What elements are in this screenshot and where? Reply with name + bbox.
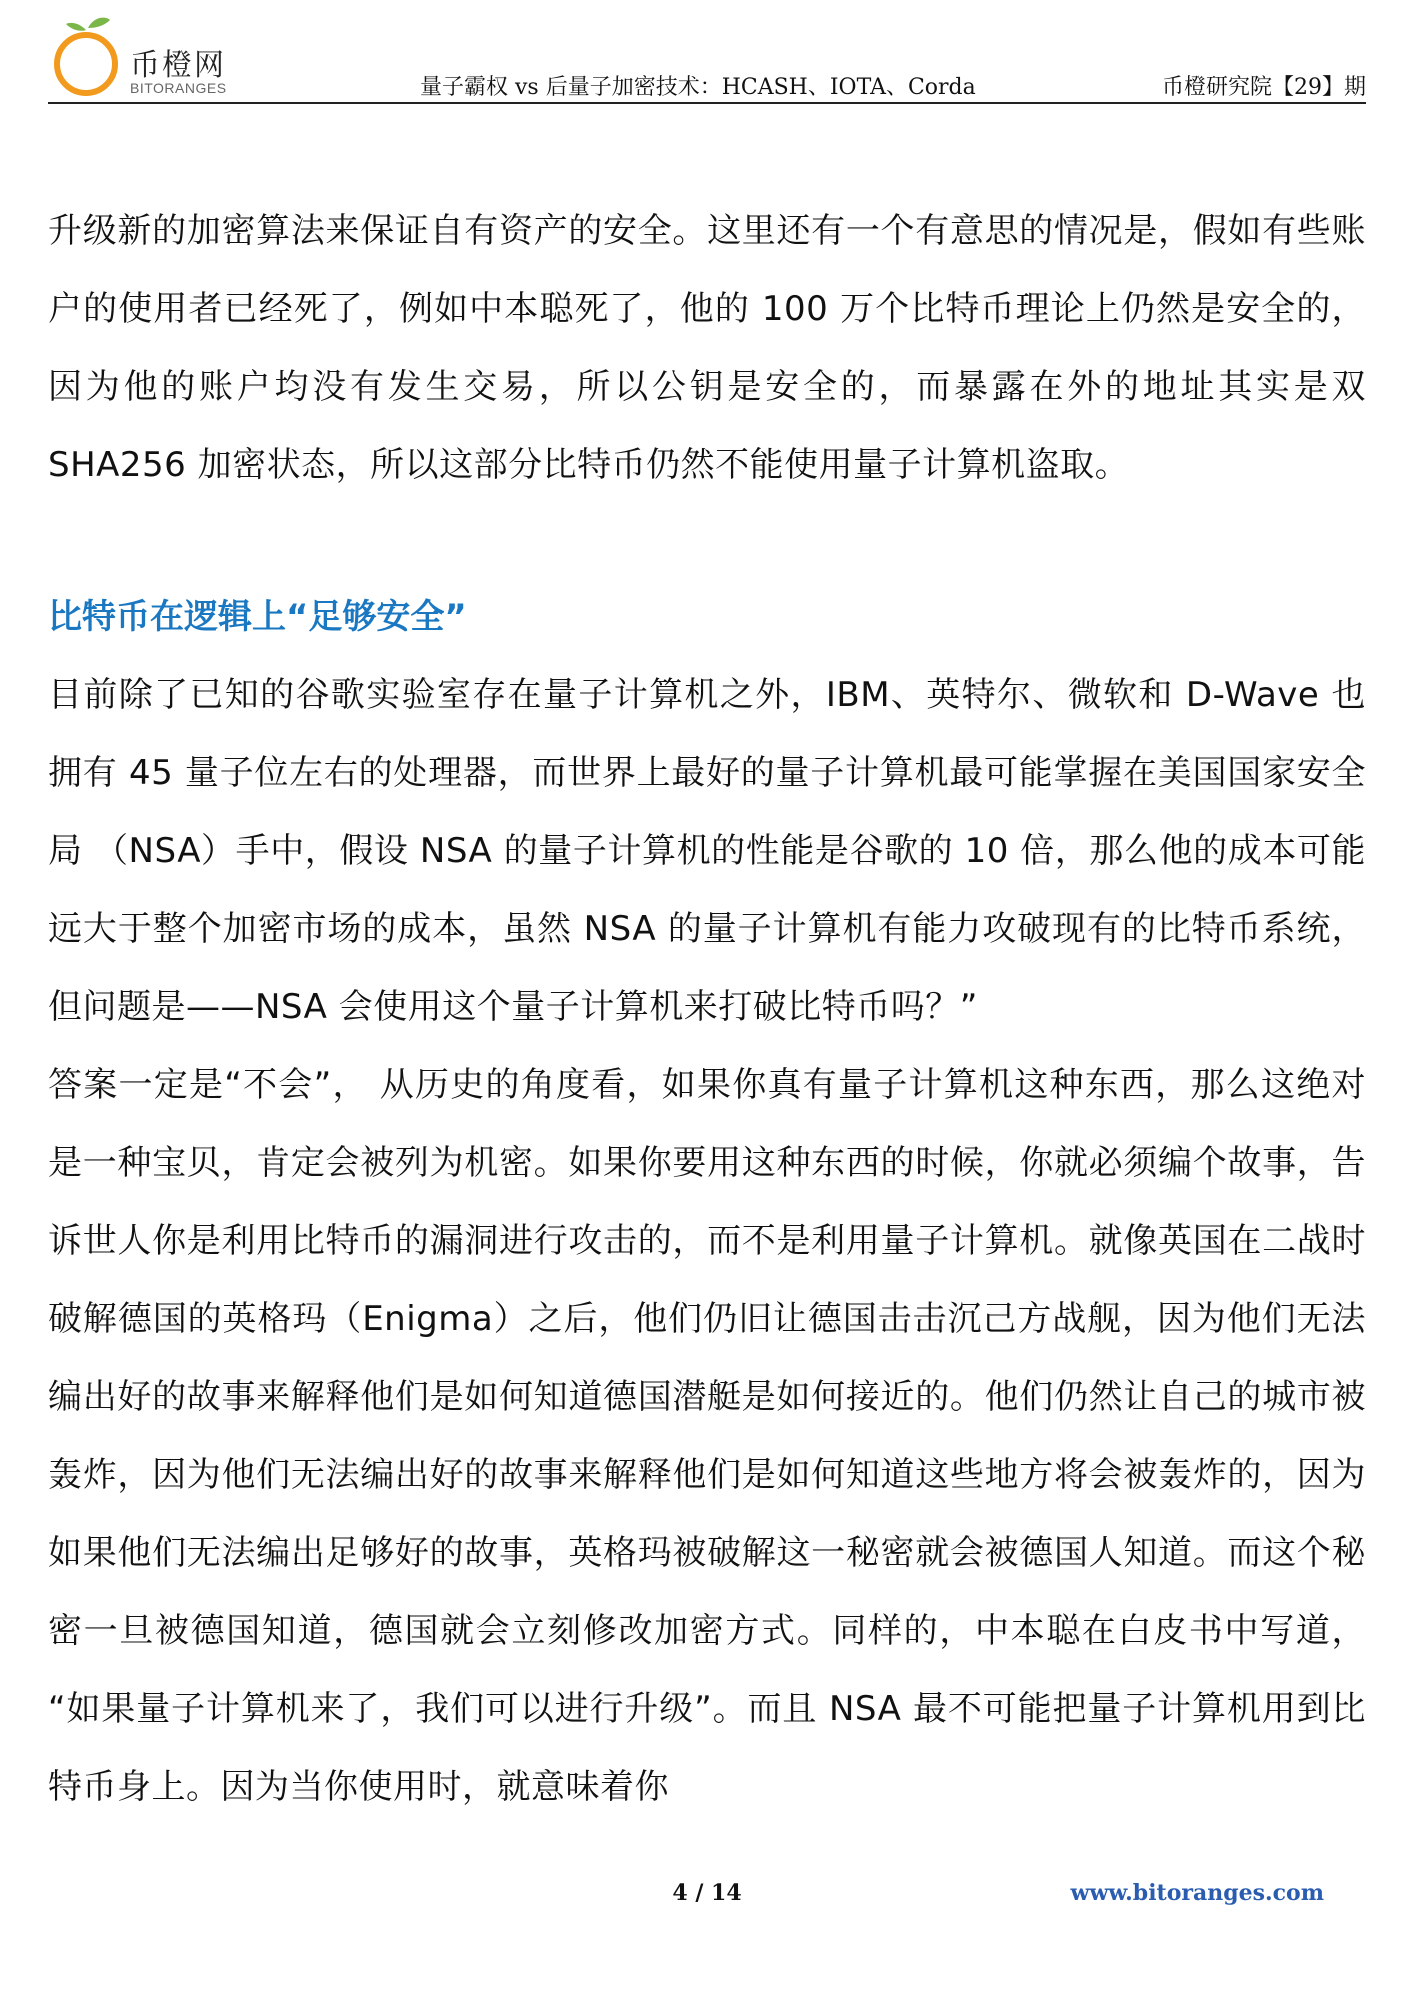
page-footer <box>0 1880 1414 1920</box>
paragraph-1: 升级新的加密算法来保证自有资产的安全。这里还有一个有意思的情况是，假如有些账户的使用者已经死了，例如中本聪死了，他的 100 万个比特币理论上仍然是安全的，因为他的账户均没有发生交易，所以公钥是安全的，而暴露在外的地址其实是双 SHA256 加密状态，所以这部分比特币仍然不能使用量子计算机盗取。 <box>48 211 1366 485</box>
header-divider <box>48 102 1366 104</box>
document-title: 量子霸权 vs 后量子加密技术：HCASH、IOTA、Corda <box>420 75 976 100</box>
paragraph-2: 目前除了已知的谷歌实验室存在量子计算机之外，IBM、英特尔、微软和 D-Wave 也拥有 45 量子位左右的处理器，而世界上最好的量子计算机最可能掌握在美国国家安全局 （NSA）手中，假设 NSA 的量子计算机的性能是谷歌的 10 倍，那么他的成本可能远大于整个加密市场的成本，虽然 NSA 的量子计算机有能力攻破现有的比特币系统，但问题是——NSA 会使用这个量子计算机来打破比特币吗？” <box>48 675 1366 1027</box>
orange-logo-icon <box>48 14 126 100</box>
section-heading: 比特币在逻辑上“足够安全” <box>48 597 467 637</box>
page-header <box>0 0 1414 110</box>
paragraph-3: 答案一定是“不会”， 从历史的角度看，如果你真有量子计算机这种东西，那么这绝对是一种宝贝，肯定会被列为机密。如果你要用这种东西的时候，你就必须编个故事，告诉世人你是利用比特币的漏洞进行攻击的，而不是利用量子计算机。就像英国在二战时破解德国的英格玛（Enigma）之后，他们仍旧让德国击击沉己方战舰，因为他们无法编出好的故事来解释他们是如何知道德国潜艇是如何接近的。他们仍然让自己的城市被轰炸，因为他们无法编出好的故事来解释他们是如何知道这些地方将会被轰炸的，因为如果他们无法编出足够好的故事，英格玛被破解这一秘密就会被德国人知道。而这个秘密一旦被德国知道，德国就会立刻修改加密方式。同样的，中本聪在白皮书中写道， “如果量子计算机来了，我们可以进行升级”。而且 NSA 最不可能把量子计算机用到比特币身上。因为当你使用时，就意味着你 <box>48 1065 1366 1807</box>
logo-subtitle: BITORANGES <box>130 80 227 96</box>
website-link[interactable]: www.bitoranges.com <box>1070 1880 1324 1906</box>
page-number: 4 / 14 <box>672 1880 742 1906</box>
logo-name: 币橙网 <box>130 48 226 83</box>
article-body <box>48 192 1366 1826</box>
bitoranges-logo <box>48 14 248 100</box>
issue-label: 币橙研究院【29】期 <box>1162 75 1366 100</box>
